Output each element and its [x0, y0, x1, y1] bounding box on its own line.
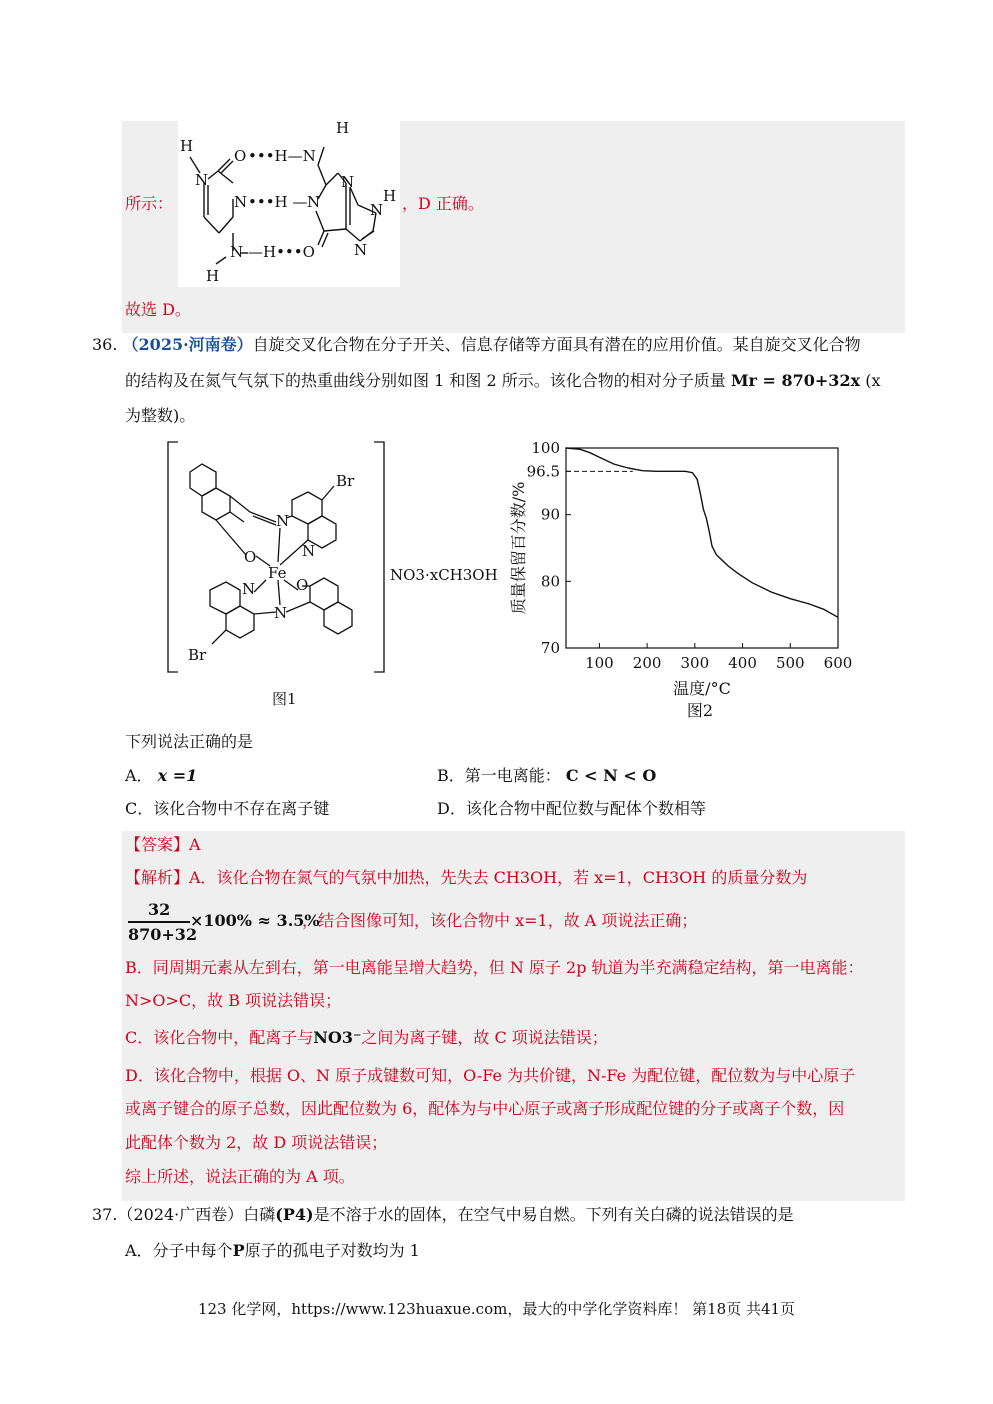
x-tick-label: 500 [775, 654, 805, 672]
x-tick-label: 300 [680, 654, 710, 672]
analysis-summary: 综上所述，说法正确的为 A 项。 [125, 1167, 355, 1186]
base-pair-structure [178, 121, 400, 287]
y-tick-label: 100 [531, 439, 560, 457]
atom-o: O [244, 548, 257, 566]
atom-n: N [370, 201, 384, 219]
x-tick-label: 200 [632, 654, 662, 672]
analysis-head: 【解析】A．该化合物在氮气的气氛中加热，先失去 CH3OH，若 x=1，CH3OH 的质量分数为 [125, 868, 808, 887]
y-tick-label: 70 [540, 639, 560, 657]
option-b-label: B．第一电离能： [437, 766, 561, 785]
y-tick-label: 96.5 [526, 462, 560, 481]
hbond-2: •••H — [248, 193, 308, 211]
x-tick-label: 400 [728, 654, 757, 672]
atom-h: H [336, 121, 350, 137]
prev-answer-suffix: ，D 正确。 [402, 194, 484, 213]
question-number: 36. [92, 335, 118, 354]
prev-answer-prefix: 所示： [125, 194, 174, 213]
question-37-option-a[interactable] [125, 1240, 420, 1262]
analysis-b2: N>O>C，故 B 项说法错误； [125, 991, 342, 1010]
atom-br: Br [336, 472, 355, 490]
atom-fe: Fe [268, 564, 287, 582]
figure-1-caption: 图1 [272, 690, 297, 708]
question-source: （2025·河南卷） [122, 335, 253, 354]
question-stem: 的结构及在氮气气氛下的热重曲线分别如图 1 和图 2 所示。该化合物的相对分子质量 [125, 371, 726, 390]
atom-n: N [274, 604, 288, 622]
answer-line: 【答案】A [125, 835, 201, 854]
analysis-c-b: 之间为离子键，故 C 项说法错误； [361, 1028, 608, 1047]
x-tick-label: 600 [823, 654, 853, 672]
y-tick-label: 80 [540, 572, 560, 591]
question-stem: 白磷 [243, 1205, 276, 1224]
atom-n: N [234, 193, 248, 211]
atom-br: Br [188, 646, 207, 664]
figure-2-chart [500, 436, 880, 721]
atom-h: H [180, 137, 194, 155]
tg-curve [566, 448, 838, 617]
atom-o: O [234, 147, 247, 165]
plot-frame [566, 448, 838, 648]
question-36-line3: 为整数)。 [125, 406, 196, 425]
atom-n: N [354, 241, 368, 259]
atom-n: N [195, 171, 209, 189]
y-tick-label: 90 [540, 505, 560, 524]
atom-o: O [296, 576, 309, 594]
chart-title: 图2 [686, 701, 714, 720]
atom-h: H [383, 187, 397, 205]
option-a-label: A． [125, 766, 153, 785]
mr-formula: Mr = 870+32x [730, 371, 861, 390]
fraction-tail: ×100% ≈ 3.5% [190, 911, 320, 930]
analysis-a-tail: ，结合图像可知，该化合物中 x=1，故 A 项说法正确； [302, 911, 698, 930]
option-d[interactable]: D．该化合物中配位数与配体个数相等 [437, 799, 706, 818]
atom-n: N [307, 193, 321, 211]
question-36-line2 [125, 370, 880, 392]
fraction-bar [128, 921, 190, 923]
analysis-c [125, 1027, 608, 1049]
question-36-line1 [92, 334, 861, 356]
p4-formula: (P4) [275, 1205, 314, 1224]
question-stem: 自旋交叉化合物在分子开关、信息存储等方面具有潜在的应用价值。某自旋交叉化合物 [252, 335, 861, 354]
fraction-numerator: 32 [148, 900, 171, 919]
counter-ion-formula: NO3·xCH3OH [390, 566, 498, 584]
x-axis-label: 温度/°C [673, 679, 731, 698]
hbond-3: —H•••O [248, 243, 315, 261]
p-atom: P [232, 1241, 245, 1260]
option-b[interactable] [437, 765, 656, 787]
y-axis-label: 质量保留百分数/% [509, 481, 528, 615]
atom-n: N [341, 173, 355, 191]
analysis-d3: 此配体个数为 2，故 D 项说法错误； [125, 1133, 388, 1152]
option-b-text: C < N < O [565, 766, 657, 785]
analysis-d1: D．该化合物中，根据 O、N 原子成键数可知，O-Fe 为共价键，N-Fe 为配位键，配位数为与中心原子 [125, 1066, 856, 1085]
prev-answer-conclusion: 故选 D。 [125, 300, 191, 319]
fraction-denominator: 870+32 [128, 925, 198, 944]
atom-n: N [302, 542, 316, 560]
question-number: 37. [92, 1205, 118, 1224]
analysis-c-a: C．该化合物中，配离子与 [125, 1028, 314, 1047]
question-source: （2024·广西卷） [117, 1205, 244, 1224]
page-footer: 123 化学网，https://www.123huaxue.com，最大的中学化学资料库！ 第18页 共41页 [197, 1300, 796, 1318]
analysis-b1: B．同周期元素从左到右，第一电离能呈增大趋势，但 N 原子 2p 轨道为半充满稳定结构，第一电离能： [125, 958, 864, 977]
atom-n: N [230, 243, 244, 261]
question-stem: 是不溶于水的固体，在空气中易自燃。下列有关白磷的说法错误的是 [313, 1205, 794, 1224]
question-prompt: 下列说法正确的是 [125, 732, 254, 751]
x-tick-label: 100 [585, 654, 614, 672]
option-a[interactable] [125, 765, 197, 787]
figure-1 [160, 440, 500, 710]
nitrate-ion: NO3⁻ [313, 1028, 362, 1047]
option-a-text: 原子的孤电子对数均为 1 [244, 1241, 420, 1260]
atom-h: H [206, 267, 220, 285]
option-a-label: A．分子中每个 [125, 1241, 233, 1260]
atom-n: N [242, 580, 256, 598]
option-c[interactable]: C．该化合物中不存在离子键 [125, 799, 330, 818]
question-stem: (x [865, 371, 881, 390]
analysis-d2: 或离子键合的原子总数，因此配位数为 6，配体为与中心原子或离子形成配位键的分子或离子个数，因 [125, 1099, 845, 1118]
atom-n: N [276, 512, 290, 530]
hbond-1: •••H—N [248, 147, 316, 165]
question-37 [92, 1204, 794, 1226]
option-a-text: x =1 [157, 766, 198, 785]
